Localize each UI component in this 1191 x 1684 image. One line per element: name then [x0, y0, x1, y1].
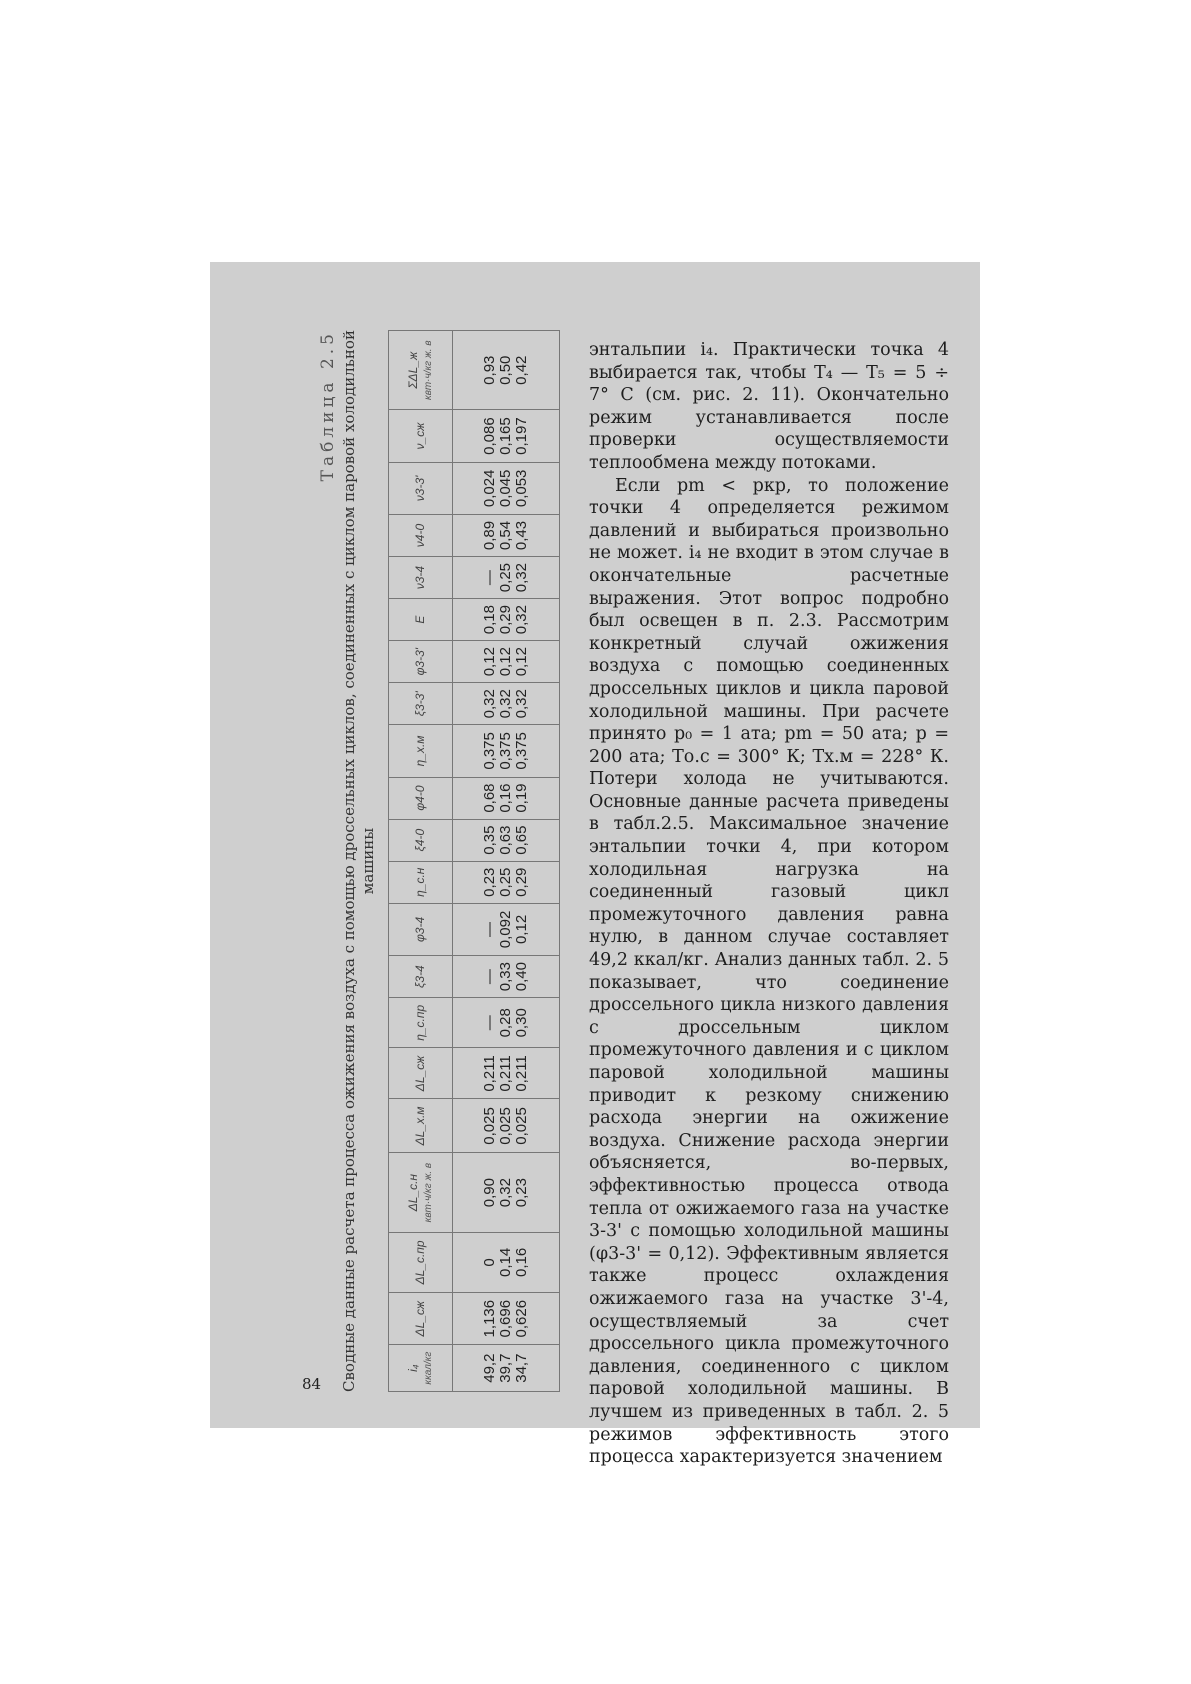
header-cell: ν3-3' [389, 462, 453, 514]
table-cell: 0,211 0,211 0,211 [452, 1048, 559, 1099]
table-cell: 0,086 0,165 0,197 [452, 410, 559, 462]
body-text-column [589, 339, 949, 1469]
table-cell: 0,18 0,29 0,32 [452, 599, 559, 641]
table-cell: 0,32 0,32 0,32 [452, 683, 559, 725]
page-number: 84 [302, 1375, 322, 1393]
table-cell: 0,68 0,16 0,19 [452, 777, 559, 819]
table-cell: 0 0,14 0,16 [452, 1232, 559, 1292]
header-cell: ΣΔL_ж квт·ч/кг ж. в [389, 331, 453, 410]
rotated-table-block [318, 330, 566, 1392]
table-cell: 0,375 0,375 0,375 [452, 725, 559, 777]
table-cell: 0,93 0,50 0,42 [452, 331, 559, 410]
table-cell: 0,12 0,12 0,12 [452, 641, 559, 683]
table-caption: Сводные данные расчета процесса ожижения воздуха с помощью дроссельных циклов, соединенных с циклом паровой холодильной машины [340, 330, 377, 1392]
table-cell: — 0,25 0,32 [452, 557, 559, 599]
table-row [452, 331, 559, 1392]
header-cell: η_с.пр [389, 998, 453, 1048]
book-page [210, 262, 980, 1468]
header-cell: ν4-0 [389, 515, 453, 557]
header-cell: ν3-4 [389, 557, 453, 599]
header-cell: ΔL_с.н квт·ч/кг ж. в [389, 1153, 453, 1232]
header-cell: ΔL_сж [389, 1293, 453, 1345]
table-cell: 0,90 0,32 0,23 [452, 1153, 559, 1232]
header-cell: ξ3-4 [389, 956, 453, 998]
table-cell: — 0,33 0,40 [452, 956, 559, 998]
table-cell: 0,35 0,63 0,65 [452, 819, 559, 861]
header-cell: ΔL_с.пр [389, 1232, 453, 1292]
header-cell: ξ3-3' [389, 683, 453, 725]
header-cell: ν_сж [389, 410, 453, 462]
table-header-row [389, 331, 453, 1392]
header-cell: φ3-4 [389, 903, 453, 955]
table-cell: 0,23 0,25 0,29 [452, 861, 559, 903]
paragraph: Если pm < pкр, то положение точки 4 определяется режимом давлений и выбираться произвольно не может. i₄ не входит в этом случае в окончательные расчетные выражения. Этот вопрос подробно был освещен в п. 2.3. Рассмотрим конкретный случай ожижения воздуха с помощью соединенных дроссельных циклов и цикла паровой холодильной машины. При расчете принято p₀ = 1 ата; pm = 50 ата; p = 200 ата; Tо.с = 300° К; Tх.м = 228° К. Потери холода не учитываются. Основные данные расчета приведены в табл.2.5. Максимальное значение энтальпии точки 4, при котором холодильная нагрузка на соединенный газовый цикл промежуточного давления равна нулю, в данном случае составляет 49,2 ккал/кг. Анализ данных табл. 2. 5 показывает, что соединение дроссельного цикла низкого давления с дроссельным циклом промежуточного давления и с циклом паровой холодильной машины приводит к резкому снижению расхода энергии на ожижение воздуха. Снижение расхода энергии объясняется, во-первых, эффективностью процесса отвода тепла от ожижаемого газа на участке 3-3' с помощью холодильной машины (φ3-3' = 0,12). Эффективным является также процесс охлаждения ожижаемого газа на участке 3'-4, осуществляемый за счет дроссельного цикла промежуточного давления, соединенного с циклом паровой холодильной машины. В лучшем из приведенных в табл. 2. 5 режимов эффективность этого процесса характеризуется значением [589, 475, 949, 1468]
table-label: Таблица 2.5 [318, 330, 338, 482]
paragraph: энтальпии i₄. Практически точка 4 выбирается так, чтобы T₄ — T₅ = 5 ÷ 7° С (см. рис. 2. 11). Окончательно режим устанавливается после проверки осуществляемости теплообмена между потоками. [589, 340, 949, 473]
table-cell: — 0,092 0,12 [452, 903, 559, 955]
summary-table [388, 330, 560, 1392]
table-cell: 0,025 0,025 0,025 [452, 1099, 559, 1153]
header-cell: η_х.м [389, 725, 453, 777]
header-cell: ΔL_х.м [389, 1099, 453, 1153]
header-cell: E [389, 599, 453, 641]
table-cell: — 0,28 0,30 [452, 998, 559, 1048]
header-cell: φ3-3' [389, 641, 453, 683]
header-cell: φ4-0 [389, 777, 453, 819]
header-cell: i₄ ккал/кг [389, 1345, 453, 1392]
header-cell: ΔL_сж [389, 1048, 453, 1099]
table-cell: 1,136 0,696 0,626 [452, 1293, 559, 1345]
table-cell: 0,024 0,045 0,053 [452, 462, 559, 514]
table-cell: 49,2 39,7 34,7 [452, 1345, 559, 1392]
header-cell: ξ4-0 [389, 819, 453, 861]
table-cell: 0,89 0,54 0,43 [452, 515, 559, 557]
header-cell: η_с.н [389, 861, 453, 903]
